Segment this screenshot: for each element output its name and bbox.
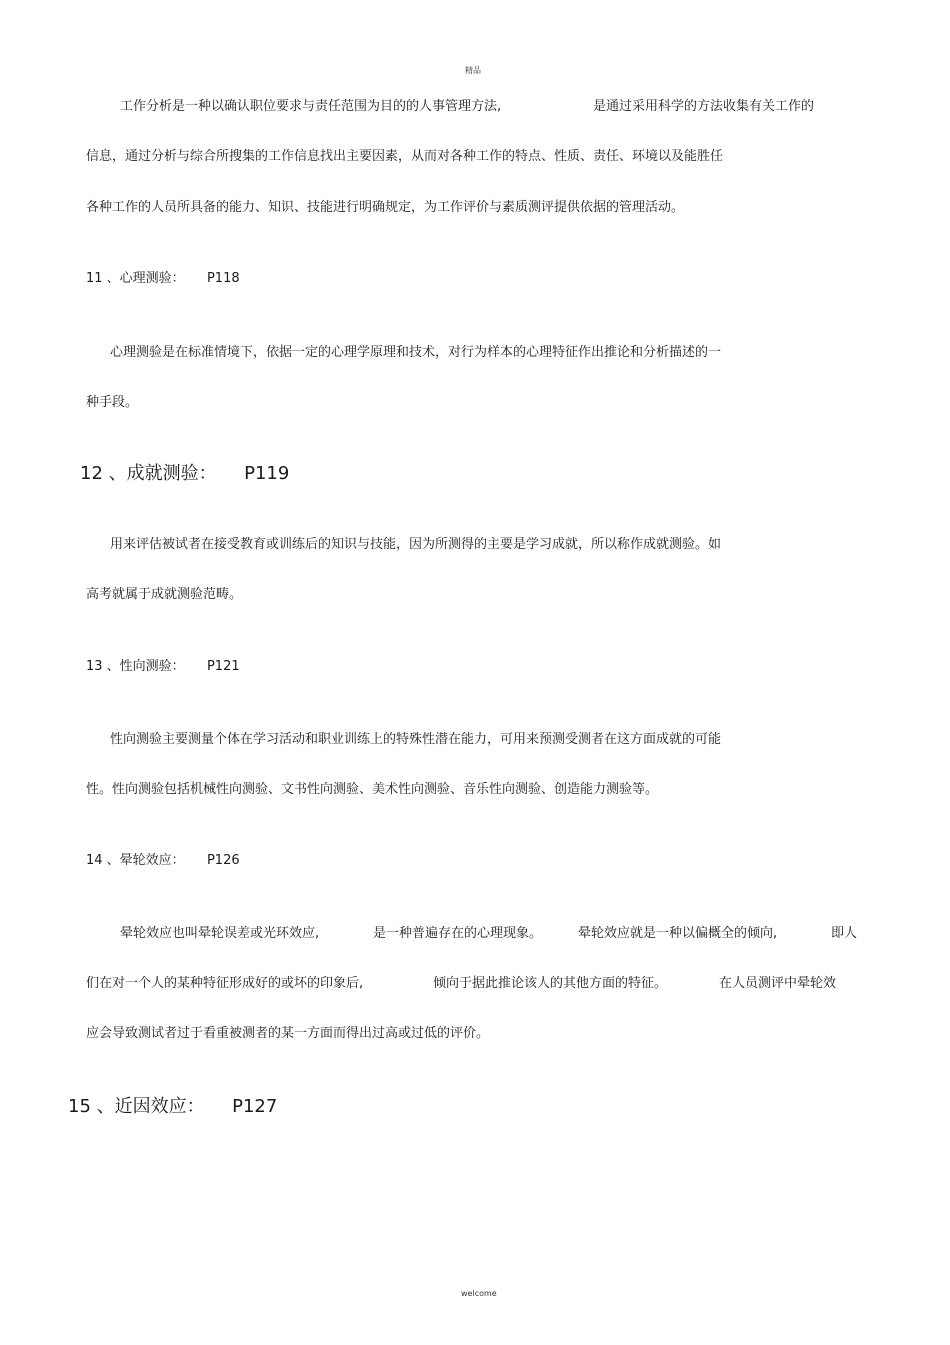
heading-text: 14 、晕轮效应： [86, 853, 185, 868]
paragraph-line: 晕轮效应也叫晕轮误差或光环效应, [120, 926, 320, 941]
page-reference: P119 [244, 463, 290, 484]
section-heading [80, 465, 289, 483]
section-heading [68, 1098, 277, 1116]
page-reference: P127 [232, 1096, 278, 1117]
paragraph-line: 种手段。 [86, 395, 139, 410]
paragraph-line: 工作分析是一种以确认职位要求与责任范围为目的的人事管理方法, [120, 99, 502, 114]
section-heading [86, 854, 240, 867]
paragraph-line: 信息，通过分析与综合所搜集的工作信息找出主要因素，从而对各种工作的特点、性质、责任、环境以及能胜任 [86, 149, 724, 164]
section-heading [86, 272, 240, 285]
page-reference: P118 [206, 271, 240, 286]
paragraph-line: 各种工作的人员所具备的能力、知识、技能进行明确规定，为工作评价与素质测评提供依据的管理活动。 [86, 200, 685, 215]
paragraph-line: 性。性向测验包括机械性向测验、文书性向测验、美术性向测验、音乐性向测验、创造能力测验等。 [86, 782, 659, 797]
heading-text: 15 、近因效应： [68, 1096, 205, 1117]
heading-text: 11 、心理测验： [86, 271, 185, 286]
page-footer-label: welcome [461, 1289, 497, 1298]
paragraph-line: 是通过采用科学的方法收集有关工作的 [593, 99, 815, 114]
page-reference: P121 [206, 659, 240, 674]
paragraph-line: 即人 [831, 926, 858, 941]
paragraph-line: 性向测验主要测量个体在学习活动和职业训练上的特殊性潜在能力，可用来预测受测者在这方面成就的可能 [110, 732, 722, 747]
heading-text: 12 、成就测验： [80, 463, 217, 484]
page-reference: P126 [206, 853, 240, 868]
section-heading [86, 660, 240, 673]
paragraph-line: 是一种普遍存在的心理现象。 [373, 926, 543, 941]
page-header-label: 精品 [465, 66, 481, 75]
paragraph-line: 高考就属于成就测验范畴。 [86, 587, 243, 602]
paragraph-line: 用来评估被试者在接受教育或训练后的知识与技能，因为所测得的主要是学习成就，所以称作成就测验。如 [110, 537, 722, 552]
heading-text: 13 、性向测验： [86, 659, 185, 674]
paragraph-line: 晕轮效应就是一种以偏概全的倾向, [578, 926, 778, 941]
paragraph-line: 心理测验是在标准情境下，依据一定的心理学原理和技术，对行为样本的心理特征作出推论和分析描述的一 [110, 345, 722, 360]
paragraph-line: 倾向于据此推论该人的其他方面的特征。 [433, 976, 668, 991]
paragraph-line: 应会导致测试者过于看重被测者的某一方面而得出过高或过低的评价。 [86, 1026, 490, 1041]
paragraph-line: 在人员测评中晕轮效 [719, 976, 837, 991]
paragraph-line: 们在对一个人的某种特征形成好的或坏的印象后, [86, 976, 364, 991]
